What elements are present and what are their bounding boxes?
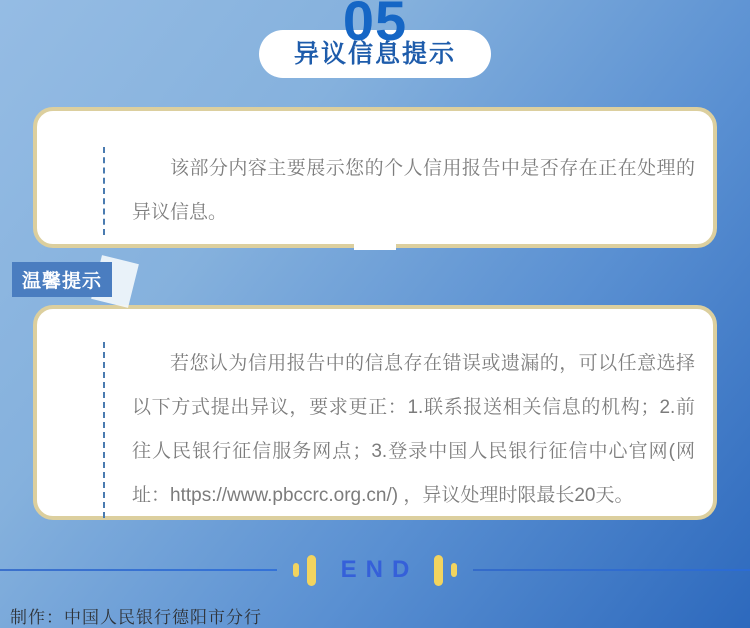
tip-paragraph: 若您认为信用报告中的信息存在错误或遗漏的，可以任意选择以下方式提出异议，要求更正：1.联系报送相关信息的机构；2.前往人民银行征信服务网点；3.登录中国人民银行征信中心官网(网址：https://www.pbccrc.org.cn/) ，异议处理时限最长20天。 bbox=[132, 353, 695, 506]
tip-badge bbox=[12, 262, 112, 297]
end-divider bbox=[0, 552, 750, 588]
tip-text-block bbox=[103, 342, 695, 518]
intro-paragraph: 该部分内容主要展示您的个人信用报告中是否存在正在处理的异议信息。 bbox=[132, 158, 695, 223]
card-bottom-notch bbox=[354, 241, 396, 250]
tip-card bbox=[33, 305, 717, 520]
intro-text-block bbox=[103, 147, 695, 235]
section-title: 异议信息提示 bbox=[293, 40, 456, 68]
end-bar-large-right bbox=[434, 555, 443, 586]
section-number: 05 bbox=[342, 0, 408, 52]
end-bar-large-left bbox=[307, 555, 316, 586]
tip-badge-label: 温馨提示 bbox=[21, 271, 102, 292]
divider-line-left bbox=[0, 569, 277, 571]
end-label: END bbox=[340, 556, 419, 583]
intro-card bbox=[33, 107, 717, 248]
end-bar-small-left bbox=[293, 563, 299, 577]
divider-line-right bbox=[473, 569, 750, 571]
end-bar-small-right bbox=[451, 563, 457, 577]
credit-line: 制作：中国人民银行德阳市分行 bbox=[10, 608, 262, 627]
